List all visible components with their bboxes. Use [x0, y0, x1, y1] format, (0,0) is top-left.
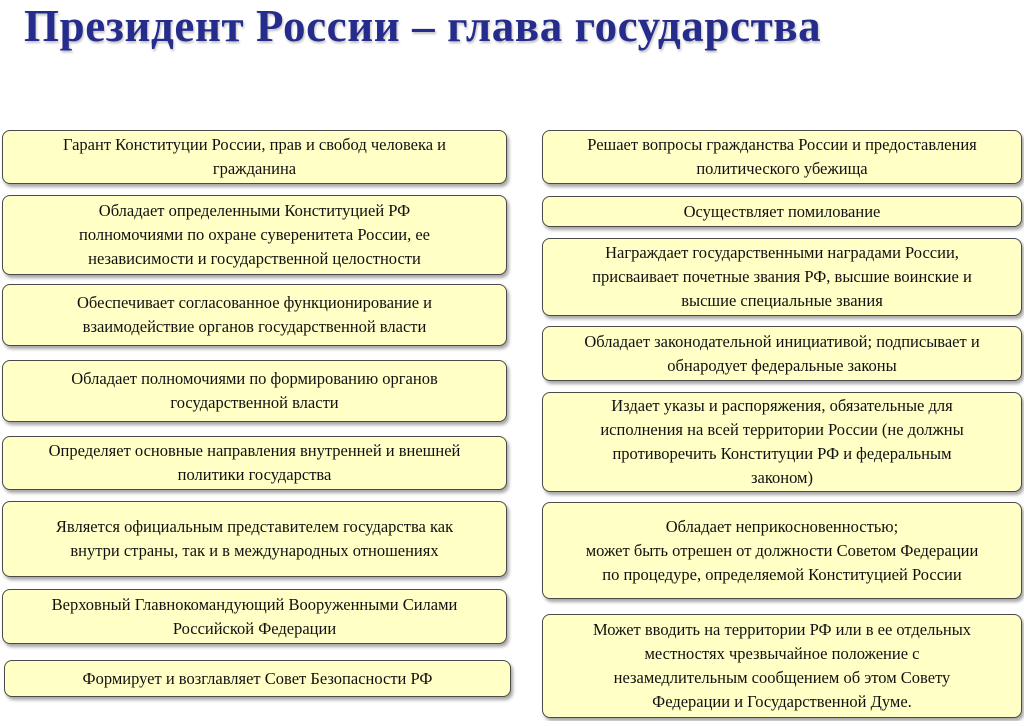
power-text: Обладает неприкосновенностью; может быть отрешен от должности Советом Федерации по процедуре, определяемой Конституцией России	[585, 516, 979, 584]
power-box-representative	[2, 501, 507, 577]
power-text: Может вводить на территории РФ или в ее отдельных местностях чрезвычайное положение с незамедлительным сообщением об этом Совету Федерации и Государственной Думе.	[592, 620, 972, 711]
power-box-citizenship	[542, 130, 1022, 184]
power-box-decrees	[542, 392, 1022, 492]
power-box-awards	[542, 238, 1022, 316]
power-text: Верховный Главнокомандующий Вооруженными Силами Российской Федерации	[51, 594, 458, 638]
power-box-sovereignty	[2, 195, 507, 275]
power-box-guarantor	[2, 130, 507, 184]
power-text: Является официальным представителем государства как внутри страны, так и в международных отношениях	[55, 517, 454, 560]
power-text: Гарант Конституции России, прав и свобод человека и гражданина	[62, 135, 447, 178]
power-text: Обладает законодательной инициативой; подписывает и обнародует федеральные законы	[584, 331, 980, 375]
power-text: Формирует и возглавляет Совет Безопасности РФ	[82, 668, 433, 688]
power-box-pardon	[542, 196, 1022, 227]
power-box-legislation	[542, 326, 1022, 381]
power-text: Награждает государственными наградами России, присваивает почетные звания РФ, высшие воинские и высшие специальные звания	[592, 243, 972, 310]
power-box-commander	[2, 589, 507, 644]
power-text: Издает указы и распоряжения, обязательные для исполнения на всей территории России (не должны противоречить Конституции РФ и федеральным законом)	[600, 396, 964, 487]
power-text: Определяет основные направления внутренней и внешней политики государства	[48, 441, 461, 484]
power-text: Решает вопросы гражданства России и предоставления политического убежища	[587, 135, 977, 178]
power-box-policy	[2, 436, 507, 490]
power-text: Обладает полномочиями по формированию органов государственной власти	[71, 369, 438, 412]
power-text: Осуществляет помилование	[683, 201, 881, 221]
power-box-immunity	[542, 502, 1022, 599]
power-text: Обладает определенными Конституцией РФ полномочиями по охране суверенитета России, ее независимости и государственной целостности	[78, 201, 431, 268]
power-box-formation	[2, 360, 507, 422]
power-box-emergency	[542, 614, 1022, 718]
power-text: Обеспечивает согласованное функционирование и взаимодействие органов государственной власти	[77, 293, 432, 336]
page-title: Президент России – глава государства	[24, 1, 822, 51]
power-box-security-council	[4, 660, 511, 697]
power-box-coordination	[2, 284, 507, 346]
